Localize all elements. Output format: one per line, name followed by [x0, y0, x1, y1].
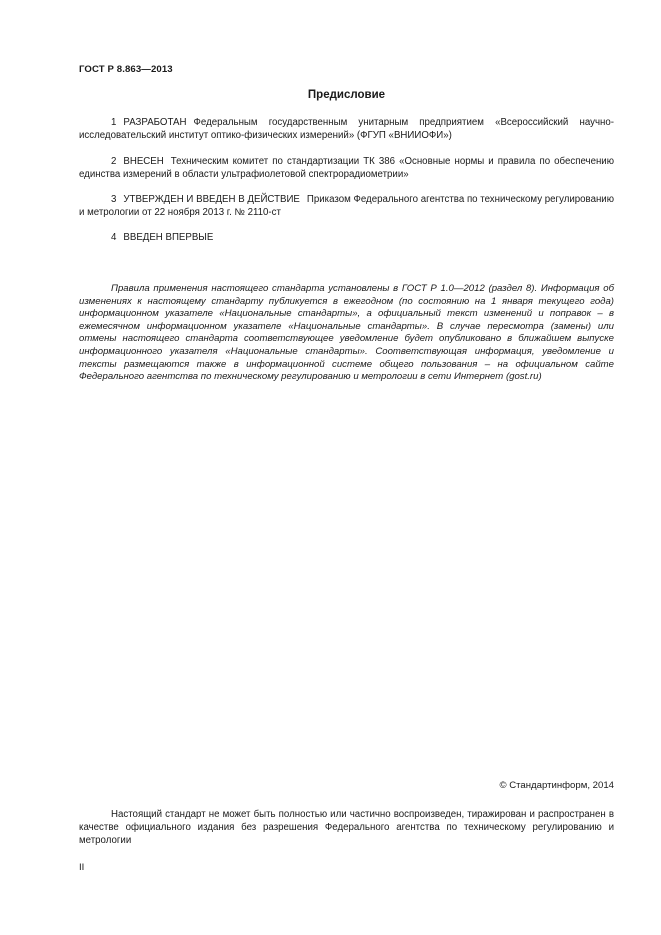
document-code: ГОСТ Р 8.863—2013 [79, 64, 173, 75]
foreword-item-1 [79, 116, 614, 143]
foreword-item-3 [79, 193, 614, 220]
copyright-line: © Стандартинформ, 2014 [499, 780, 614, 791]
reproduction-rights-notice: Настоящий стандарт не может быть полностью или частично воспроизведен, тиражирован и распространен в качестве официального издания без разрешения Федерального агентства по техническому регулированию и метрологии [79, 809, 614, 846]
item-number: 4 [111, 232, 117, 243]
item-number: 1 [111, 117, 117, 128]
foreword-item-4 [79, 231, 614, 244]
item-heading: УТВЕРЖДЕН И ВВЕДЕН В ДЕЙСТВИЕ [123, 194, 300, 205]
foreword-title: Предисловие [307, 89, 386, 101]
foreword-item-2 [79, 155, 614, 182]
application-rules-notice: Правила применения настоящего стандарта установлены в ГОСТ Р 1.0—2012 (раздел 8). Информация об изменениях к настоящему стандарту публикуется в ежегодном (по состоянию на 1 января текущего года) информационном указателе «Национальные стандарты», а официальный текст изменений и поправок – в ежемесячном информационном указателе «Национальные стандарты». В случае пересмотра (замены) или отмены настоящего стандарта соответствующее уведомление будет опубликовано в ближайшем выпуске информационного указателя «Национальные стандарты». Соответствующая информация, уведомление и тексты размещаются также в информационной системе общего пользования – на официальном сайте Федерального агентства по техническому регулированию и метрологии в сети Интернет (gost.ru) [79, 283, 614, 383]
item-text: Приказом Федерального агентства по техническому регулированию и метрологии от 22 ноября 2013 г. № 2110-ст [79, 194, 614, 219]
item-heading: ВВЕДЕН ВПЕРВЫЕ [123, 232, 214, 243]
item-number: 3 [111, 194, 117, 205]
item-text: Федеральным государственным унитарным предприятием «Всероссийский научно-исследовательский институт оптико-физических измерений» (ФГУП «ВНИИОФИ») [79, 117, 614, 142]
item-heading: РАЗРАБОТАН [123, 117, 187, 128]
item-number: 2 [111, 156, 117, 167]
page-number: II [79, 862, 85, 873]
item-heading: ВНЕСЕН [123, 156, 164, 167]
item-text: Техническим комитет по стандартизации ТК 386 «Основные нормы и правила по обеспечению единства измерений в области ультрафиолетовой спектрорадиометрии» [79, 156, 614, 181]
